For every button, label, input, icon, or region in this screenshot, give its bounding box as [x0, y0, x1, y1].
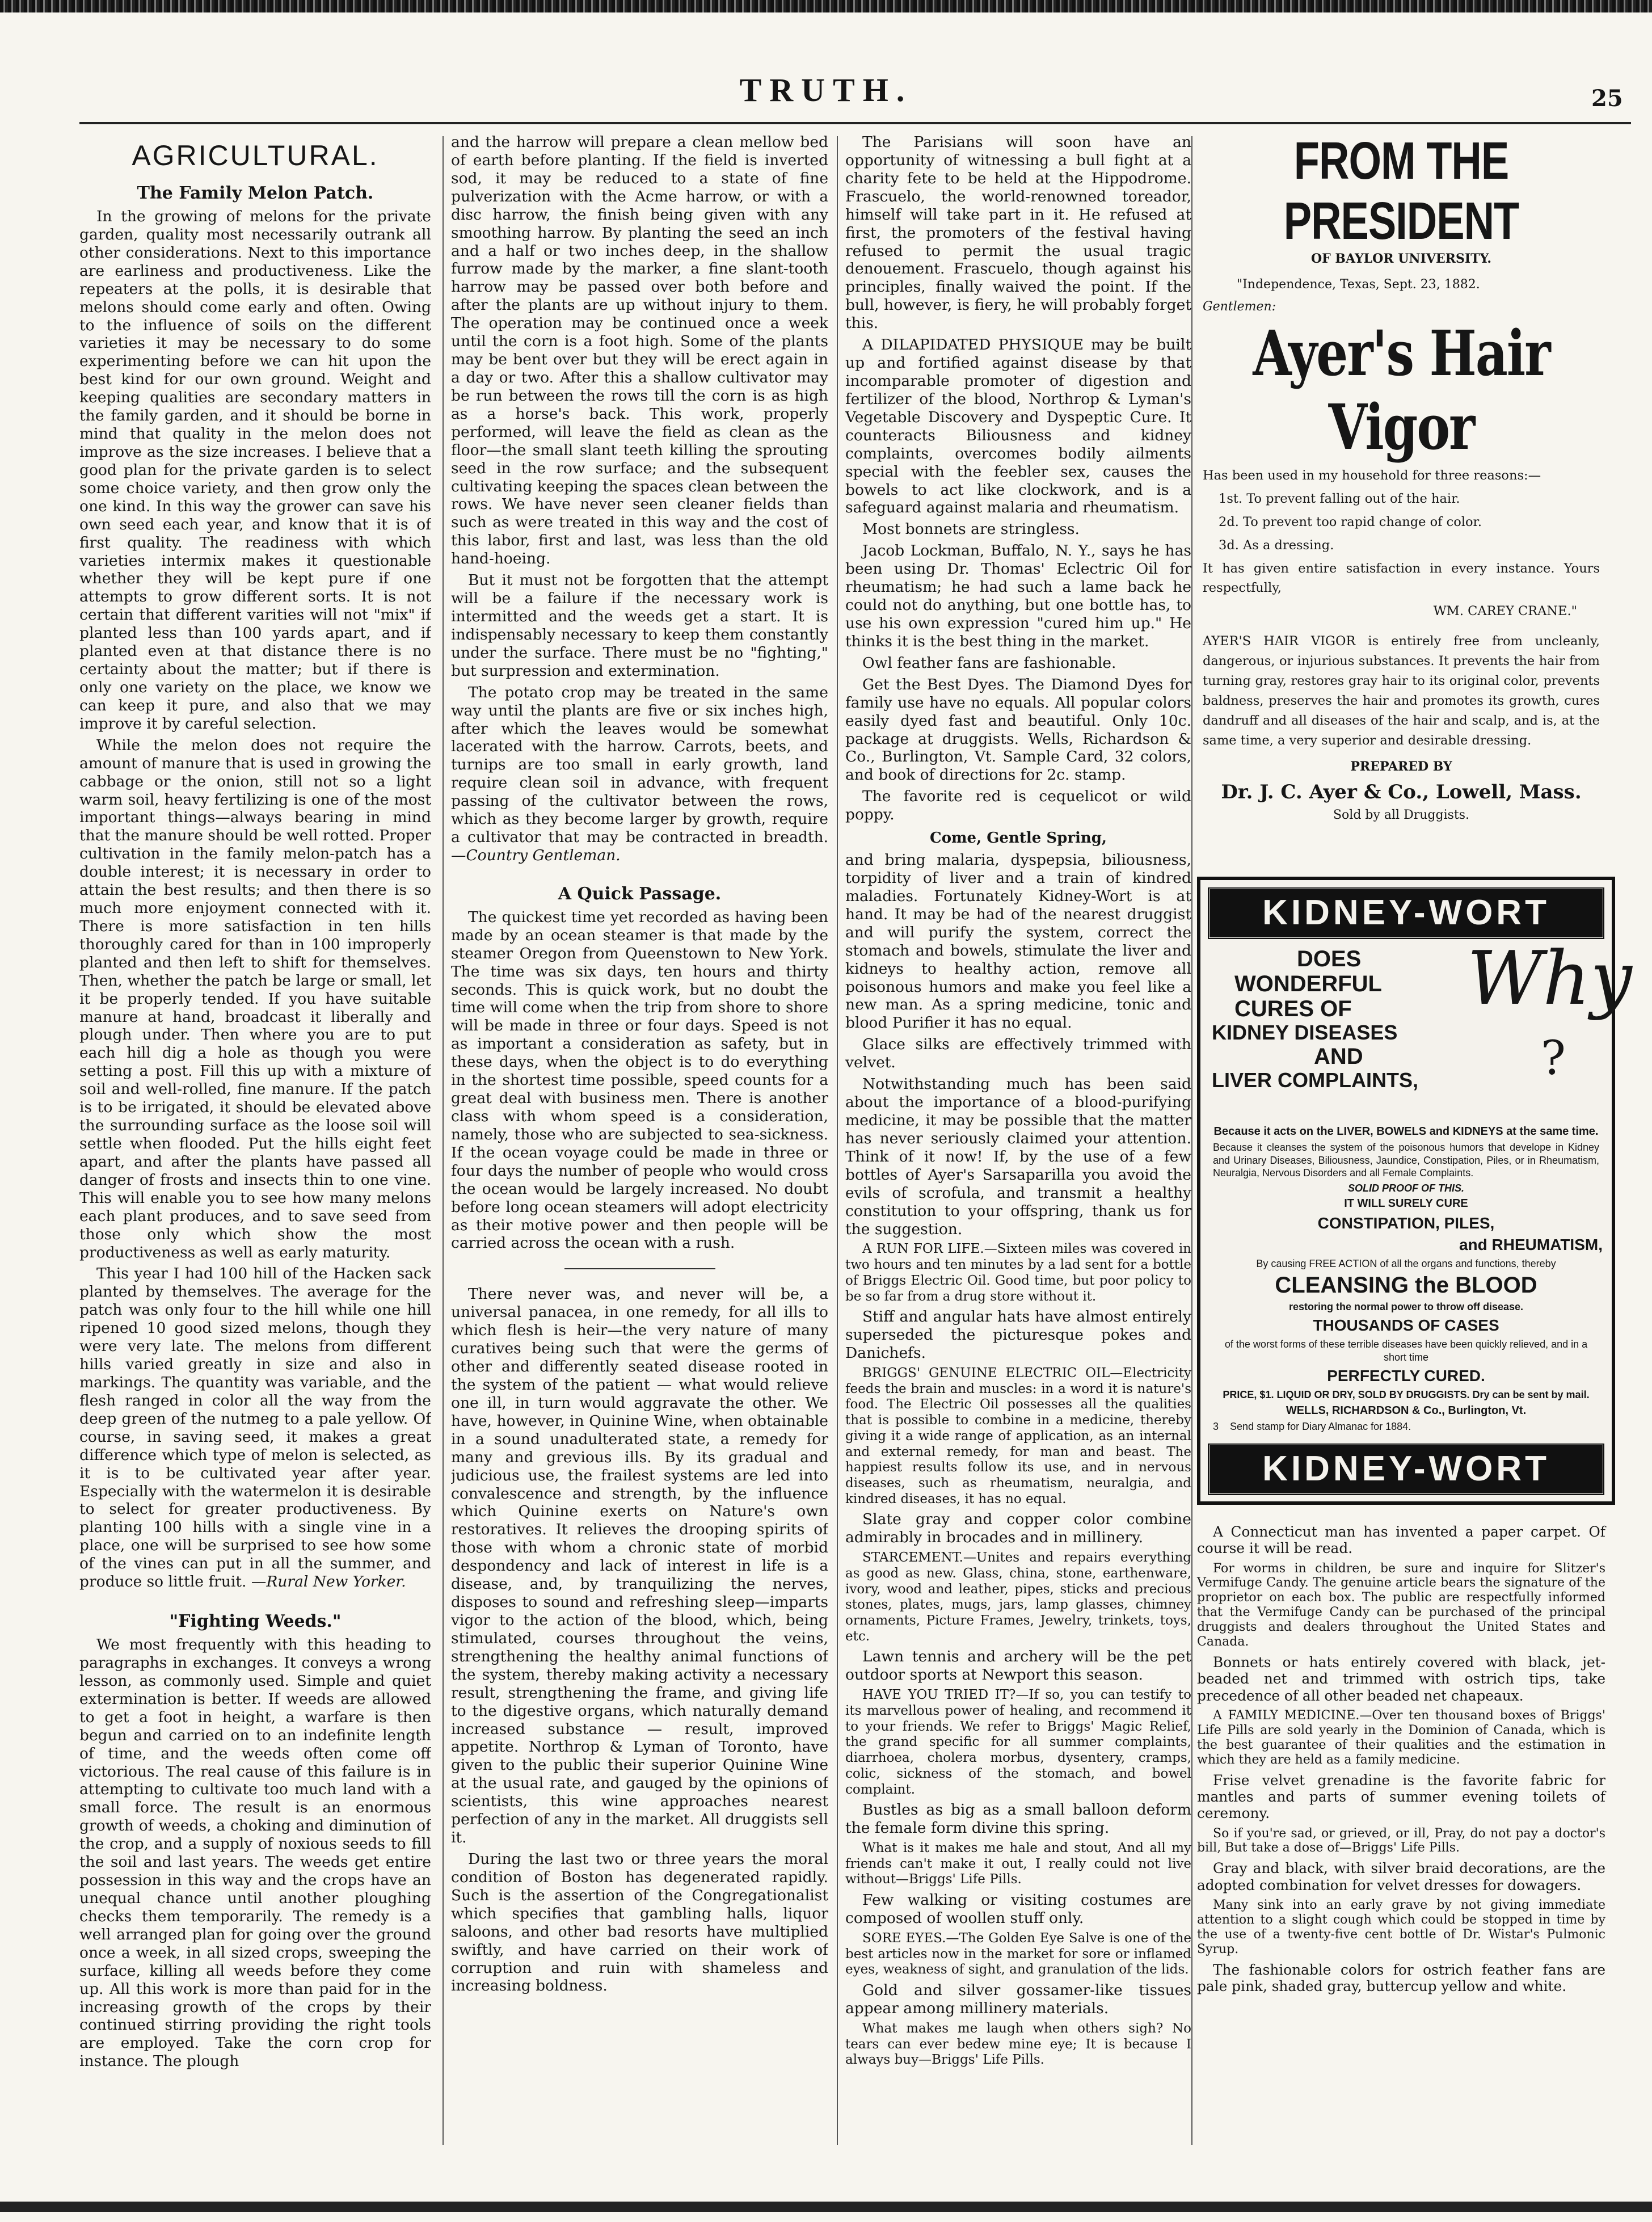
article-title: "Fighting Weeds."	[169, 1611, 342, 1632]
paragraph: and bring malaria, dyspepsia, biliousness, torpidity of liver and a train of kindred maladies. Fortunately Kidney-Wort is at hand. It may be had of the nearest druggist and will purify the system, correct the stomach and bowels, stimulate the liver and kidneys to healthy action, remove all poisonous humors and make you feel like a new man. As a spring medicine, tonic and blood Purifier it has no equal.	[845, 851, 1191, 1032]
column-rule	[1191, 136, 1192, 2145]
column-rule	[442, 136, 444, 2145]
paragraph: A RUN FOR LIFE.—Sixteen miles was covered in two hours and ten minutes by a lad sent for a bottle of Briggs Electric Oil. Good time, but poor policy to be so far from a drug store without it.	[845, 1242, 1191, 1304]
ad-maker: Dr. J. C. Ayer & Co., Lowell, Mass.	[1221, 781, 1582, 804]
ad-claims	[1200, 935, 1632, 1122]
paragraph-text: This year I had 100 hill of the Hacken sack planted by themselves. The average for the patch was only four to the hill while one hill ripened 10 good sized melons, though they were very late. The melons from different hills varied greatly in size and also in markings. The quantity was variable, and the flesh ranged in color all the way from the deep green of the nutmeg to a pale yellow. Of course, in saving seed, it makes a great difference which type of melon is selected, as it is to be cultivated year after year. Especially with the watermelon it is desirable to select for greater productiveness. By planting 100 hills with a single vine in a place, one will be surprised to see how some of the vines can put in all the summer, and produce so little fruit.	[79, 1265, 431, 1591]
paragraph: Get the Best Dyes. The Diamond Dyes for family use have no equals. All popular colors easily dyed fast and beautiful. Only 10c. package at druggists. Wells, Richardson & Co., Burlington, Vt. Sample Card, 32 colors, and book of directions for 2c. stamp.	[845, 675, 1191, 784]
paragraph: A DILAPIDATED PHYSIQUE may be built up and fortified against disease by that incomparable promoter of digestion and fertilizer of the blood, Northrop & Lyman's Vegetable Discovery and Dyspeptic Cure. It counteracts Biliousness and kidney complaints, overcomes bodily ailments special with the feebler sex, causes the bowels to act like clockwork, and is a safeguard against malaria and rheumatism.	[845, 336, 1191, 517]
paragraph: Stiff and angular hats have almost entirely superseded the picturesque pokes and Danichefs.	[845, 1308, 1191, 1362]
paragraph: Glace silks are effectively trimmed with velvet.	[845, 1036, 1191, 1072]
paragraph: Lawn tennis and archery will be the pet outdoor sports at Newport this season.	[845, 1648, 1191, 1684]
paragraph: STARCEMENT.—Unites and repairs everything as good as new. Glass, china, stone, earthenware, ivory, wood and leather, pipes, sticks and precious stones, plates, mugs, jars, lamp glasses, chimney ornaments, Picture Frames, Jewelry, trinkets, toys, etc.	[845, 1550, 1191, 1644]
paragraph: Jacob Lockman, Buffalo, N. Y., says he has been using Dr. Thomas' Eclectric Oil for rheumatism; he had such a lame back he could not do anything, but one bottle has, to use his own expression "cured him up." He thinks it is the best thing in the market.	[845, 542, 1191, 650]
ad-line: 3d. As a dressing.	[1219, 537, 1334, 553]
column-3	[845, 133, 1191, 2153]
ad-line: WELLS, RICHARDSON & Co., Burlington, Vt.	[1286, 1404, 1527, 1417]
paragraph	[79, 1265, 431, 1591]
paragraph: Bonnets or hats entirely covered with black, jet-beaded net and trimmed with ostrich tips, take precedence of all other beaded net chapeaux.	[1197, 1654, 1605, 1704]
paragraph: Most bonnets are stringless.	[862, 520, 1080, 538]
top-border	[0, 0, 1652, 12]
paragraph: Owl feather fans are fashionable.	[862, 654, 1116, 672]
ad-line: of the worst forms of these terrible diseases have been quickly relieved, and in a short time	[1224, 1339, 1588, 1363]
article-title: A Quick Passage.	[558, 883, 722, 904]
ad-line: restoring the normal power to throw off disease.	[1288, 1301, 1524, 1312]
ad-line: 2d. To prevent too rapid change of color.	[1219, 514, 1482, 529]
column-4-bottom	[1197, 1524, 1605, 1999]
ad-number: 3	[1213, 1420, 1219, 1432]
paragraph: SORE EYES.—The Golden Eye Salve is one of the best articles now in the market for sore or inflamed eyes, weakness of sight, and granulation of the lids.	[845, 1931, 1191, 1977]
ad-line: Because it acts on the LIVER, BOWELS and KIDNEYS at the same time.	[1213, 1125, 1599, 1138]
ad-line: By causing FREE ACTION of all the organs and functions, thereby	[1256, 1258, 1556, 1269]
ad-line	[1213, 1420, 1599, 1433]
ad-line: CLEANSING the BLOOD	[1275, 1272, 1537, 1298]
ad-line: SOLID PROOF OF THIS.	[1347, 1182, 1464, 1194]
ad-line: IT WILL SURELY CURE	[1344, 1197, 1468, 1210]
paragraph: Many sink into an early grave by not giving immediate attention to a slight cough which could be stopped in time by the use of a twenty-five cent bottle of Dr. Wistar's Pulmonic Syrup.	[1197, 1897, 1605, 1956]
ad-line: KIDNEY DISEASES	[1212, 1021, 1398, 1044]
ad-line: THOUSANDS OF CASES	[1313, 1316, 1499, 1334]
credit: —Country Gentleman.	[451, 846, 621, 864]
ad-line: CONSTIPATION, PILES,	[1317, 1214, 1495, 1232]
ad-line: AND	[1314, 1043, 1363, 1069]
paragraph: We most frequently with this heading to paragraphs in exchanges. It conveys a wrong lesson, as commonly used. Simple and quiet extermination is better. If weeds are allowed to get a foot in height, a warfare is then begun and carried on to an indefinite length of time, and the weeds often come off victorious. The real cause of this failure is in attempting to cultivate too much land with a small force. The result is an enormous growth of weeds, a choking and diminution of the crop, and a supply of noxious seeds to fill the soil and last years. The weeds get entire possession in this way and the crops have an unequal chance until another ploughing checks them temporarily. The remedy is a well arranged plan for going over the ground once a week, in all sized crops, sweeping the surface, killing all weeds before they come up. All this work is more than paid for in the increasing growth of the crops by their continued stirring providing the right tools are employed. Take the corn crop for instance. The plough	[79, 1636, 431, 2070]
ad-body: AYER'S HAIR VIGOR is entirely free from uncleanly, dangerous, or injurious substances. It prevents the hair from turning gray, restores gray hair to its original color, prevents baldness, preserves the hair and promotes its growth, cures dandruff and all diseases of the hair and scalp, and is, at the same time, a very superior and desirable dressing.	[1203, 634, 1600, 748]
ad-line: CURES OF	[1234, 996, 1352, 1021]
paragraph: Notwithstanding much has been said about the importance of a blood-purifying medicine, it may be possible that the matter has never seriously claimed your attention. Think of it now! If, by the use of a few bottles of Ayer's Sarsaparilla you avoid the evils of scrofula, and transmit a healthy constitution to your offspring, thank us for the suggestion.	[845, 1075, 1191, 1238]
paragraph	[451, 684, 828, 865]
column-2	[451, 133, 828, 2153]
ad-headline: FROM THE PRESIDENT	[1283, 131, 1519, 250]
page-number: 25	[1591, 85, 1623, 112]
paragraph: Bustles as big as a small balloon deform the female form divine this spring.	[845, 1801, 1191, 1837]
bottom-border	[0, 2202, 1652, 2212]
paragraph: During the last two or three years the moral condition of Boston has degenerated rapidly. Such is the assertion of the Congregationalist which specifies that gambling halls, liquor saloons, and other bad resorts have multiplied swiftly, and have carried on their work of corruption and ruin with shameless and increasing boldness.	[451, 1850, 828, 1995]
ad-line: PERFECTLY CURED.	[1327, 1367, 1485, 1384]
ad-dateline: "Independence, Texas, Sept. 23, 1882.	[1237, 277, 1480, 292]
ad-subheadline: OF BAYLOR UNIVERSITY.	[1310, 251, 1492, 266]
ad-banner: KIDNEY-WORT	[1207, 887, 1605, 940]
paragraph-text: The potato crop may be treated in the same way until the plants are five or six inches high, after which the leaves would be somewhat lacerated with the harrow. Carrots, beets, and turnips are too small in early growth, land require clean soil in advance, with frequent passing of the cultivator between the rows, which as they become larger by growth, require a cultivator that may be contracted in breadth.	[451, 683, 828, 847]
paragraph: What makes me laugh when others sigh? No tears can ever bedew mine eye; It is because I always buy—Briggs' Life Pills.	[845, 2021, 1191, 2068]
paragraph: A Connecticut man has invented a paper carpet. Of course it will be read.	[1197, 1524, 1605, 1557]
paragraph: In the growing of melons for the private garden, quality most necessarily outrank all other considerations. Next to this importance are earliness and productiveness. Like the repeaters at the polls, it is desirable that melons should come early and often. Owing to the influence of soils on the different varieties it may be necessary to do some experimenting before we can hit upon the best kind for our own ground. Weight and keeping qualities are secondary matters in the family garden, and it should be borne in mind that quality in the melon does not improve as the size increases. I believe that a good plan for the private garden is to select some choice variety, and then grow only the one kind. In this way the grower can save his own seed each year, and know that it is of first quality. The readiness with which varieties intermix makes it questionable whether they will be kept pure if one attempts to grow different sorts. It is not certain that different varities will not "mix" if planted less than 100 yards apart, and if planted even at that distance there is no certainty about the matter; but if there is only one variety on the place, we know we can keep it pure, and also that we may improve it by careful selection.	[79, 208, 431, 733]
paragraph: The quickest time yet recorded as having been made by an ocean steamer is that made by the steamer Oregon from Queenstown to New York. The time was six days, ten hours and thirty seconds. This is quick work, but no doubt the time will come when the trip from shore to shore will be made in three or four days. Speed is not as important a consideration as safety, but in these days, when the object is to do everything in the shortest time possible, speed counts for a great deal with business men. There is another class with whom speed is a consideration, namely, those who are subjected to sea-sickness. If the ocean voyage could be made in three or four days the number of people who would cross the ocean would be largely increased. No doubt before long ocean steamers will adopt electricity as their motive power and then people will be carried across the ocean with a rush.	[451, 908, 828, 1252]
ad-line: LIVER COMPLAINTS,	[1212, 1068, 1419, 1092]
ad-line: It has given entire satisfaction in every instance. Yours respectfully,	[1203, 561, 1600, 596]
ad-signature: WM. CAREY CRANE."	[1433, 604, 1577, 619]
ayer-advertisement	[1203, 131, 1600, 823]
paragraph: The favorite red is cequelicot or wild poppy.	[845, 788, 1191, 824]
paragraph: While the melon does not require the amount of manure that is used in growing the cabbage or the onion, still not so a light warm soil, heavy fertilizing is one of the most important things—always bearing in mind that the manure should be well rotted. Proper cultivation in the family melon-patch has a double interest; it is necessary in order to attain the best results; and then there is so much more enjoyment connected with it. There is more satisfaction in ten hills thoroughly cared for than in 100 improperly planted and then left to shift for themselves. Then, whether the patch be large or small, let it be properly tended. If you have suitable manure at hand, broadcast it liberally and plough under. Then where you are to put each hill dig a hole as though you were setting a post. Fill this up with a mixture of soil and well-rolled, fine manure. If the patch is to be irrigated, it should be elevated above the surrounding surface as the loose soil will settle when flooded. Put the hills eight feet apart, and after the plants have passed all danger of frosts and insects thin to one vine. This will enable you to see how many melons each plant produces, and to save seed from those only which show the most productiveness as well as early maturity.	[79, 736, 431, 1261]
column-rule	[837, 136, 838, 2145]
paragraph: Slate gray and copper color combine admirably in brocades and in millinery.	[845, 1510, 1191, 1547]
ad-line: PRICE, $1. LIQUID OR DRY, SOLD BY DRUGGISTS. Dry can be sent by mail.	[1223, 1389, 1590, 1400]
section-heading: AGRICULTURAL.	[132, 140, 379, 171]
question-mark: ?	[1541, 1032, 1566, 1085]
masthead: TRUTH.	[739, 71, 913, 108]
paragraph: HAVE YOU TRIED IT?—If so, you can testify to its marvellous power of healing, and recommend it to your friends. We refer to Briggs' Magic Relief, the grand specific for all summer complaints, diarrhoea, cholera morbus, dysentery, cramps, colic, sickness of the stomach, and bowel complaint.	[845, 1687, 1191, 1797]
ad-sold-by: Sold by all Druggists.	[1333, 808, 1470, 823]
ad-banner: KIDNEY-WORT	[1207, 1443, 1605, 1496]
column-1	[79, 133, 431, 2153]
article-title: The Family Melon Patch.	[137, 183, 374, 203]
kidney-wort-advertisement	[1197, 877, 1632, 1505]
article-title: Come, Gentle Spring,	[930, 830, 1107, 847]
header-rule	[79, 122, 1631, 124]
paragraph: So if you're sad, or grieved, or ill, Pray, do not pay a doctor's bill, But take a dose of—Briggs' Life Pills.	[1197, 1826, 1605, 1855]
paragraph: But it must not be forgotten that the attempt will be a failure if the necessary work is intermitted and the weeds get a start. It is indispensably necessary to keep them constantly under the surface. There must be no "fighting," but surpression and extermination.	[451, 571, 828, 680]
ad-line: Has been used in my household for three reasons:—	[1203, 468, 1541, 483]
paragraph: For worms in children, be sure and inquire for Slitzer's Vermifuge Candy. The genuine article bears the signature of the proprietor on each box. The public are respectfully informed that the Vermifuge Candy can be purchased of the principal druggists and dealers throughout the United States and Canada.	[1197, 1561, 1605, 1649]
paragraph: and the harrow will prepare a clean mellow bed of earth before planting. If the field is inverted sod, it may be reduced to a state of fine pulverization with the Acme harrow, or with a disc harrow, the finish being given with any smoothing harrow. By planting the seed an inch and a half or two inches deep, in the shallow furrow made by the marker, a fine slant-tooth harrow may be passed over both before and after the plants are up without injury to them. The operation may be continued once a week until the corn is a foot high. Some of the plants may be bent over but they will be erect again in a day or two. After this a shallow cultivator may be run between the rows till the corn is as high as a horse's back. This work, properly performed, will leave the field as clean as the floor—the small slant teeth killing the sprouting seed in the row surface; and the subsequent cultivating keeping the spaces clean between the rows. We have never seen cleaner fields than such as were treated in this way and the cost of this labor, first and last, was less than the old hand-hoeing.	[451, 133, 828, 568]
paragraph: What is it makes me hale and stout, And all my friends can't make it out, I really could not live without—Briggs' Life Pills.	[845, 1841, 1191, 1887]
ad-line: DOES	[1297, 946, 1362, 971]
paragraph: The fashionable colors for ostrich feather fans are pale pink, shaded gray, buttercup yellow and white.	[1197, 1961, 1605, 1994]
ad-salutation: Gentlemen:	[1203, 300, 1276, 314]
paragraph: Frise velvet grenadine is the favorite fabric for mantles and parts of summer evening toilets of ceremony.	[1197, 1771, 1605, 1822]
ad-prepared-by: PREPARED BY	[1350, 759, 1452, 775]
paragraph: The Parisians will soon have an opportunity of witnessing a bull fight at a charity fete to be held at the Hippodrome. Frascuelo, the world-renowned toreador, himself will take part in it. He refused at first, the promoters of the festival having refused to permit the usual tragic denouement. Frascuelo, though against his principles, finally waived the point. If the bull, however, is fiery, he will probably forget this.	[845, 133, 1191, 333]
why-text: Why	[1467, 935, 1632, 1021]
separator	[564, 1268, 715, 1269]
ad-small-text: Because it cleanses the system of the poisonous humors that develope in Kidney and Urinary Diseases, Biliousness, Jaundice, Constipation, Piles, or in Rheumatism, Neuralgia, Nervous Disorders and all Female Complaints.	[1213, 1142, 1599, 1179]
ad-product-name: Ayer's Hair Vigor	[1253, 316, 1550, 464]
ad-line: and RHEUMATISM,	[1459, 1236, 1603, 1253]
paragraph: BRIGGS' GENUINE ELECTRIC OIL—Electricity feeds the brain and muscles: in a word it is nature's food. The Electric Oil possesses all the qualities that is possible to combine in a medicine, thereby giving it a wide range of application, as an internal and external remedy, for man and beast. The happiest results follow its use, and in nervous diseases, such as rheumatism, neuralgia, and kindred diseases, it has no equal.	[845, 1366, 1191, 1506]
paragraph: Few walking or visiting costumes are composed of woollen stuff only.	[845, 1891, 1191, 1928]
paragraph: A FAMILY MEDICINE.—Over ten thousand boxes of Briggs' Life Pills are sold yearly in the Dominion of Canada, which is the best guarantee of their qualities and the estimation in which they are held as a family medicine.	[1197, 1708, 1605, 1767]
paragraph: There never was, and never will be, a universal panacea, in one remedy, for all ills to which flesh is heir—the very nature of many curatives being such that were the germs of other and differently seated disease rooted in the system of the patient — what would relieve one ill, in turn would aggravate the other. We have, however, in Quinine Wine, when obtainable in a sound unadulterated state, a remedy for many and grevious ills. By its gradual and judicious use, the frailest systems are led into convalescence and strength, by the influence which Quinine exerts on Nature's own restoratives. It relieves the drooping spirits of those with whom a chronic state of morbid despondency and lack of interest in life is a disease, and, by tranquilizing the nerves, disposes to sound and refreshing sleep—imparts vigor to the action of the blood, which, being stimulated, courses throughout the veins, strengthening the healthy animal functions of the system, thereby making activity a necessary result, strengthening the frame, and giving life to the digestive organs, which naturally demand increased substance — result, improved appetite. Northrop & Lyman of Toronto, have given to the public their superior Quinine Wine at the usual rate, and gauged by the opinions of scientists, this wine approaches nearest perfection of any in the market. All druggists sell it.	[451, 1285, 828, 1847]
paragraph: Gold and silver gossamer-like tissues appear among millinery materials.	[845, 1981, 1191, 2018]
ad-line: WONDERFUL	[1234, 971, 1382, 996]
credit: —Rural New Yorker.	[251, 1573, 406, 1591]
ad-line: 1st. To prevent falling out of the hair.	[1219, 491, 1460, 506]
paragraph: Gray and black, with silver braid decorations, are the adopted combination for velvet dresses for dowagers.	[1197, 1860, 1605, 1893]
ad-stamp-line: Send stamp for Diary Almanac for 1884.	[1230, 1420, 1411, 1432]
